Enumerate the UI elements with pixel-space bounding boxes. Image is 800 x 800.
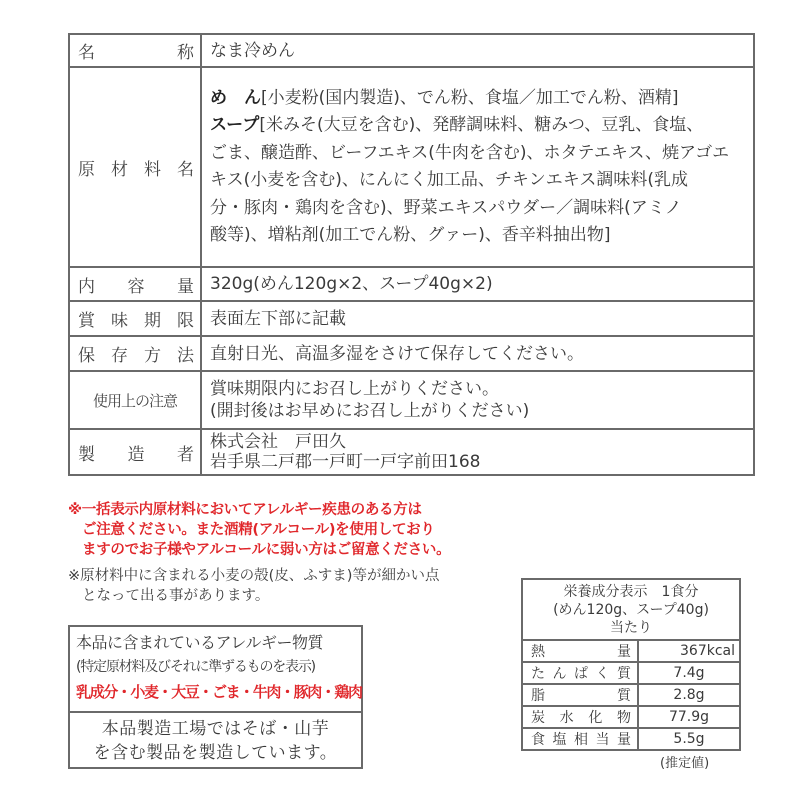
nutrition-label-carbohydrate: 炭水化物 (522, 706, 638, 728)
ingredients-noodle-line (210, 85, 745, 113)
nutrition-label-fat: 脂 質 (522, 684, 638, 706)
warning-line-2: ご注意ください。また酒精(アルコール)を使用しており (82, 522, 435, 538)
manufacturer-address: 岩手県二戸郡一戸町一戸字前田168 (210, 452, 481, 472)
nutrition-label-salt: 食塩相当量 (522, 728, 638, 750)
row-contents (69, 267, 754, 301)
nutrition-row-fat (522, 684, 740, 706)
allergen-title: 本品に含まれているアレルギー物質 (76, 633, 323, 652)
soup-heading: スープ (210, 115, 260, 135)
row-best-before (69, 301, 754, 336)
nutrition-row-protein (522, 662, 740, 684)
label-ingredients: 原材料名 (69, 67, 201, 267)
value-ingredients (201, 67, 754, 267)
nutrition-value-salt: 5.5g (638, 728, 740, 750)
value-usage-caution (201, 371, 754, 429)
wheat-bran-note (68, 566, 528, 606)
label-manufacturer: 製 造 者 (69, 429, 201, 475)
warning-line-3: ますのでお子様やアルコールに弱い方はご留意ください。 (82, 542, 451, 558)
label-storage: 保存方法 (69, 336, 201, 371)
row-manufacturer (69, 429, 754, 475)
value-storage: 直射日光、高温多湿をさけて保存してください。 (201, 336, 754, 371)
label-product-name: 名 称 (69, 34, 201, 67)
nutrition-row-salt (522, 728, 740, 750)
soup-ingredients-3: キス(小麦を含む)、にんにく加工品、チキンエキス調味料(乳成 (210, 170, 689, 190)
nutrition-value-protein: 7.4g (638, 662, 740, 684)
allergen-list: 乳成分・小麦・大豆・ごま・牛肉・豚肉・鶏肉 (76, 683, 362, 701)
soup-ingredients-5: 酸等)、増粘剤(加工でん粉、グァー)、香辛料抽出物] (210, 225, 611, 245)
nutrition-facts-table (521, 578, 741, 751)
ingredients-soup-line-1 (210, 112, 745, 140)
row-usage-caution (69, 371, 754, 429)
usage-caution-line-2: (開封後はお早めにお召し上がりください) (210, 401, 530, 421)
allergy-alcohol-warning (68, 500, 528, 560)
nutrition-value-carbohydrate: 77.9g (638, 706, 740, 728)
usage-caution-line-1: 賞味期限内にお召し上がりください。 (210, 379, 499, 399)
value-manufacturer (201, 429, 754, 475)
value-contents: 320g(めん120g×2、スープ40g×2) (201, 267, 754, 301)
nutrition-row-energy (522, 640, 740, 662)
product-label-table (68, 33, 755, 476)
row-storage (69, 336, 754, 371)
nutrition-row-carbohydrate (522, 706, 740, 728)
factory-line-1: 本品製造工場ではそば・山芋 (101, 719, 330, 739)
allergen-box (68, 625, 363, 769)
note-line-1: ※原材料中に含まれる小麦の殻(皮、ふすま)等が細かい点 (68, 568, 440, 584)
noodle-heading: め ん (210, 87, 261, 108)
nutrition-header-line-3: 当たり (610, 620, 652, 636)
value-best-before: 表面左下部に記載 (201, 301, 754, 336)
nutrition-value-energy: 367kcal (638, 640, 740, 662)
label-best-before: 賞味期限 (69, 301, 201, 336)
warning-line-1: ※一括表示内原材料においてアレルギー疾患のある方は (68, 502, 422, 518)
factory-cross-contamination-note (70, 713, 361, 769)
nutrition-label-protein: たんぱく質 (522, 662, 638, 684)
nutrition-header (522, 579, 740, 640)
value-product-name: なま冷めん (201, 34, 754, 67)
noodle-ingredients: [小麦粉(国内製造)、でん粉、食塩／加工でん粉、酒精] (261, 87, 679, 108)
label-usage-caution: 使用上の注意 (69, 371, 201, 429)
factory-line-2: を含む製品を製造しています。 (93, 743, 338, 763)
label-contents: 内 容 量 (69, 267, 201, 301)
nutrition-header-line-1: 栄養成分表示 1食分 (563, 584, 699, 600)
row-product-name (69, 34, 754, 67)
nutrition-header-row (522, 579, 740, 640)
nutrition-estimate-note: (推定値) (660, 756, 710, 771)
soup-ingredients-4: 分・豚肉・鶏肉を含む)、野菜エキスパウダー／調味料(アミノ (210, 197, 682, 218)
row-ingredients (69, 67, 754, 267)
nutrition-label-energy: 熱 量 (522, 640, 638, 662)
nutrition-header-line-2: (めん120g、スープ40g) (553, 602, 709, 618)
allergen-subtitle: (特定原材料及びそれに準ずるものを表示) (76, 659, 315, 675)
manufacturer-name: 株式会社 戸田久 (210, 432, 346, 452)
soup-ingredients-2: ごま、醸造酢、ビーフエキス(牛肉を含む)、ホタテエキス、焼アゴエ (210, 142, 730, 163)
soup-ingredients-1: [米みそ(大豆を含む)、発酵調味料、糖みつ、豆乳、食塩、 (259, 115, 704, 135)
allergen-section (70, 627, 361, 713)
nutrition-value-fat: 2.8g (638, 684, 740, 706)
note-line-2: となって出る事があります。 (82, 588, 270, 604)
